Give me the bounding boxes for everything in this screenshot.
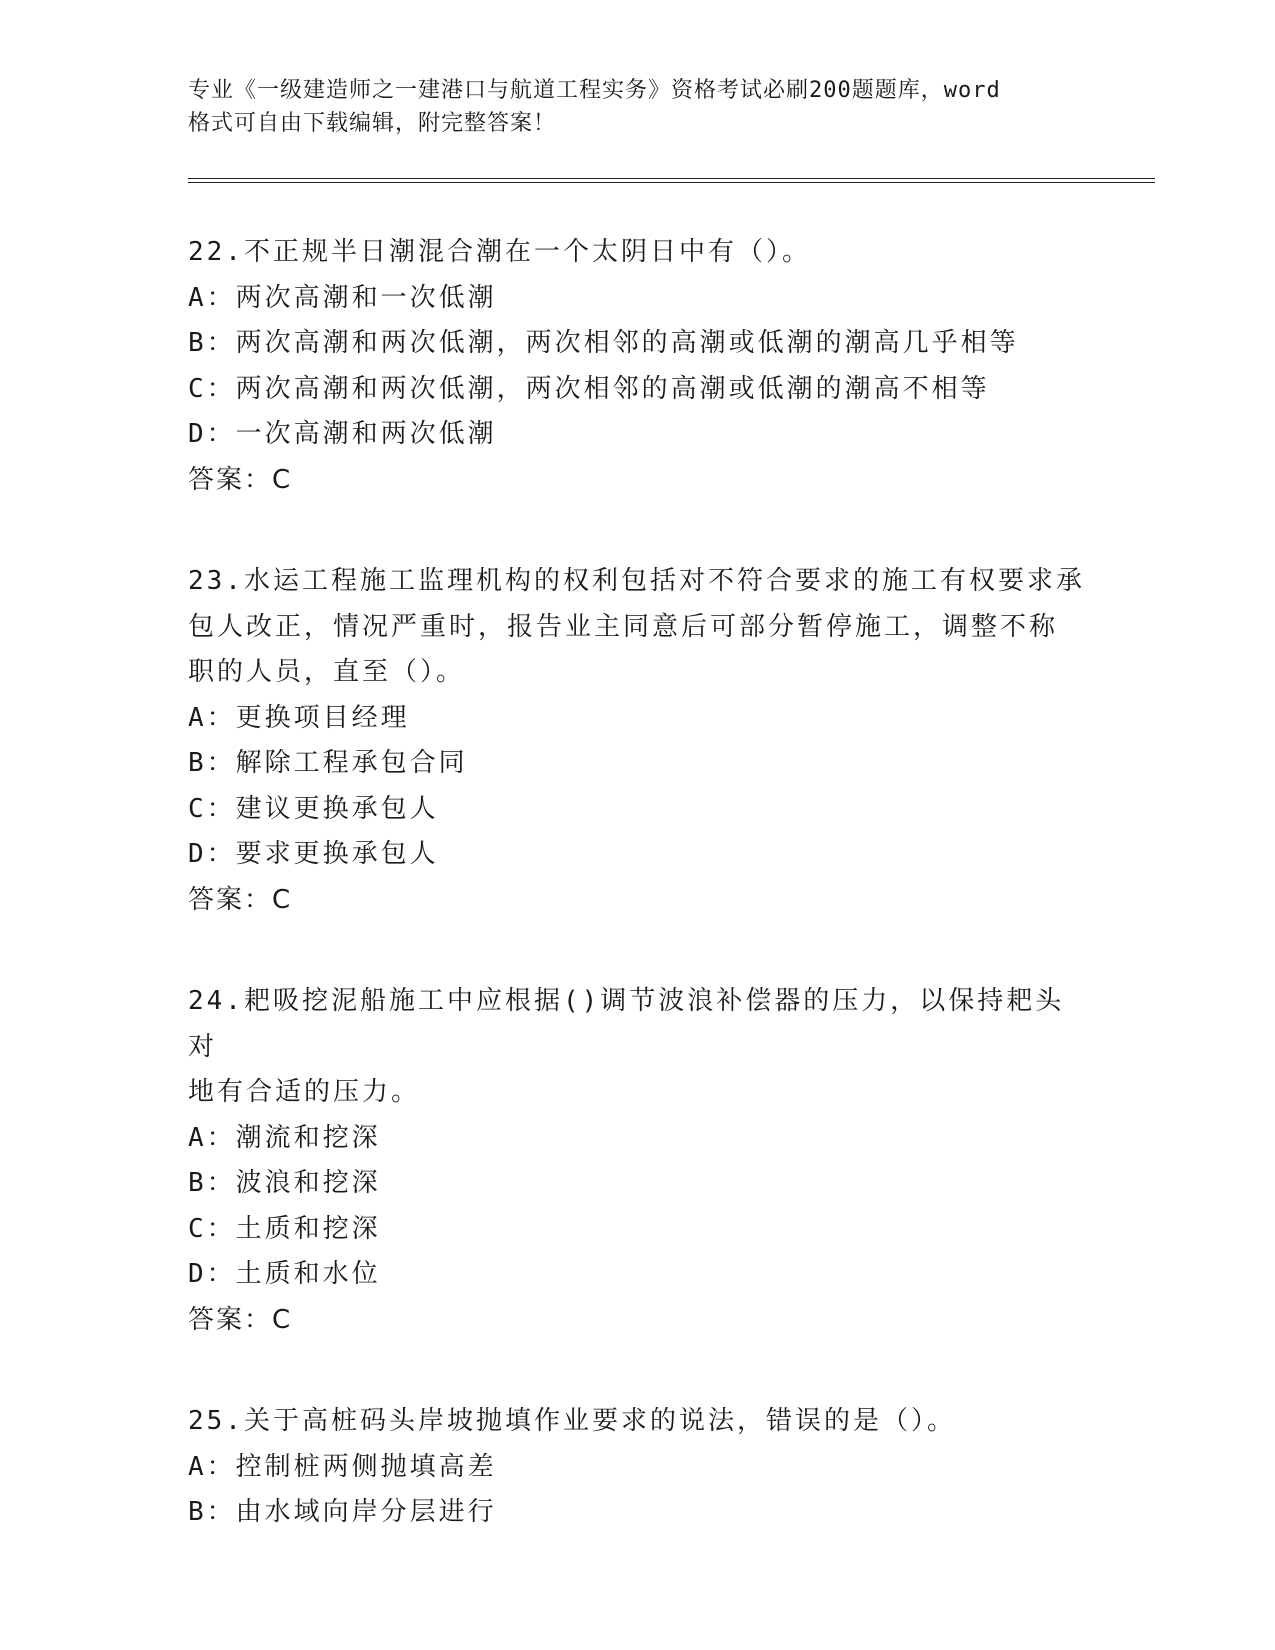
option-a: A：控制桩两侧抛填高差: [188, 1451, 497, 1482]
answer-line: 答案：C: [188, 464, 293, 495]
question-24: [188, 979, 1088, 1343]
question-stem: 24.耙吸挖泥船施工中应根据()调节波浪补偿器的压力，以保持耙头对: [188, 986, 1065, 1062]
header-divider: [188, 178, 1155, 183]
option-a: A：潮流和挖深: [188, 1122, 381, 1153]
answer-line: 答案：C: [188, 884, 293, 915]
option-c: C：土质和挖深: [188, 1213, 381, 1244]
question-stem: 职的人员，直至（）。: [188, 657, 466, 687]
answer-line: 答案：C: [188, 1304, 293, 1335]
header-line-1: 专业《一级建造师之一建港口与航道工程实务》资格考试必刷200题题库，word: [188, 78, 1001, 103]
option-b: B：波浪和挖深: [188, 1168, 381, 1198]
option-c: C：建议更换承包人: [188, 793, 439, 824]
question-22: [188, 230, 1088, 503]
question-list: [188, 230, 1088, 1592]
question-stem: 22.不正规半日潮混合潮在一个太阴日中有（）。: [188, 237, 811, 267]
question-stem: 地有合适的压力。: [188, 1077, 421, 1107]
question-stem: 23.水运工程施工监理机构的权利包括对不符合要求的施工有权要求承: [188, 566, 1085, 596]
option-d: D：要求更换承包人: [188, 839, 439, 869]
option-d: D：土质和水位: [188, 1259, 381, 1289]
option-d: D：一次高潮和两次低潮: [188, 419, 497, 449]
option-b: B：由水域向岸分层进行: [188, 1497, 497, 1527]
document-header: [188, 74, 1068, 140]
question-23: [188, 559, 1088, 923]
option-a: A：更换项目经理: [188, 702, 410, 733]
option-b: B：解除工程承包合同: [188, 748, 468, 778]
header-line-2: 格式可自由下载编辑，附完整答案！: [188, 111, 557, 136]
question-25: [188, 1399, 1088, 1536]
option-b: B：两次高潮和两次低潮，两次相邻的高潮或低潮的潮高几乎相等: [188, 328, 1019, 358]
question-stem: 包人改正，情况严重时，报告业主同意后可部分暂停施工，调整不称: [188, 611, 1059, 642]
question-stem: 25.关于高桩码头岸坡抛填作业要求的说法，错误的是（）。: [188, 1406, 956, 1436]
option-a: A：两次高潮和一次低潮: [188, 282, 497, 313]
option-c: C：两次高潮和两次低潮，两次相邻的高潮或低潮的潮高不相等: [188, 373, 990, 404]
